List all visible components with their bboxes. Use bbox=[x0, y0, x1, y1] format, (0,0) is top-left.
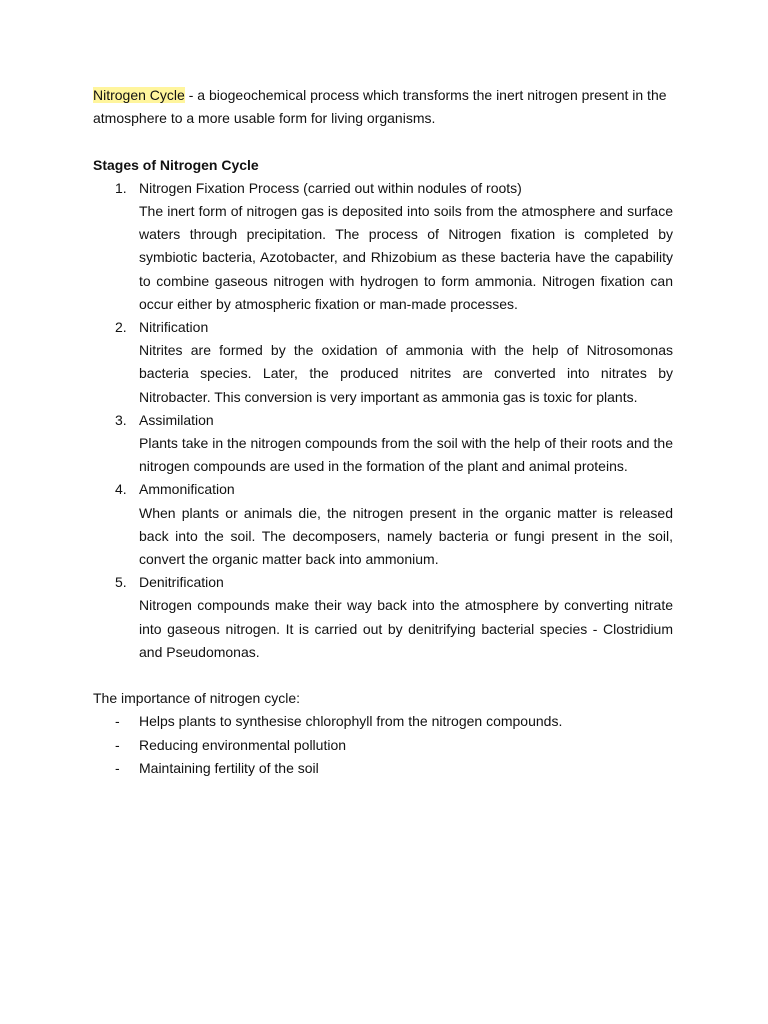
stage-number: 3. bbox=[115, 411, 127, 428]
stages-heading: Stages of Nitrogen Cycle bbox=[93, 156, 259, 173]
dash-bullet: - bbox=[115, 759, 120, 776]
dash-bullet: - bbox=[115, 713, 120, 730]
stage-number: 5. bbox=[115, 574, 127, 591]
importance-text: Helps plants to synthesise chlorophyll from the nitrogen compounds. bbox=[139, 713, 563, 730]
importance-text: Reducing environmental pollution bbox=[139, 736, 347, 753]
dash-bullet: - bbox=[115, 736, 120, 753]
stage-description: The inert form of nitrogen gas is deposited into soils from the atmosphere and surface waters through precipitation. The process of Nitrogen fixation is completed by symbiotic bacteria, Azotobacter, and Rhizobium as these bacteria have the capability to combine gaseous nitrogen with hydrogen to form ammonia. Nitrogen fixation can occur either by atmospheric fixation or man-made processes. bbox=[139, 203, 673, 312]
stage-description: Nitrogen compounds make their way back into the atmosphere by converting nitrate into gaseous nitrogen. It is carried out by denitrifying bacterial species - Clostridium and Pseudomonas. bbox=[139, 597, 673, 660]
stage-item bbox=[93, 571, 673, 664]
stage-title: Denitrification bbox=[139, 574, 224, 591]
importance-heading: The importance of nitrogen cycle: bbox=[93, 690, 300, 707]
stage-title: Nitrogen Fixation Process (carried out within nodules of roots) bbox=[139, 179, 522, 196]
importance-text: Maintaining fertility of the soil bbox=[139, 759, 319, 776]
stage-item bbox=[93, 316, 673, 409]
stage-number: 4. bbox=[115, 481, 127, 498]
stage-title: Nitrification bbox=[139, 319, 209, 336]
blank-line bbox=[93, 130, 673, 153]
importance-item bbox=[93, 710, 673, 733]
importance-item bbox=[93, 757, 673, 780]
stage-item bbox=[93, 409, 673, 479]
document-page bbox=[93, 84, 673, 780]
stage-title: Assimilation bbox=[139, 411, 214, 428]
blank-line bbox=[93, 664, 673, 687]
importance-item bbox=[93, 734, 673, 757]
intro-definition: - a biogeochemical process which transforms the inert nitrogen present in the atmosphere to a more usable form for living organisms. bbox=[93, 87, 667, 127]
highlighted-term: Nitrogen Cycle bbox=[93, 87, 185, 103]
stage-title: Ammonification bbox=[139, 481, 235, 498]
stage-description: Nitrites are formed by the oxidation of ammonia with the help of Nitrosomonas bacteria species. Later, the produced nitrites are converted into nitrates by Nitrobacter. This conversion is very important as ammonia gas is toxic for plants. bbox=[139, 342, 673, 405]
stage-description: Plants take in the nitrogen compounds from the soil with the help of their roots and the nitrogen compounds are used in the formation of the plant and animal proteins. bbox=[139, 435, 673, 475]
stage-number: 1. bbox=[115, 179, 127, 196]
stage-number: 2. bbox=[115, 319, 127, 336]
stage-item bbox=[93, 177, 673, 316]
stage-description: When plants or animals die, the nitrogen present in the organic matter is released back into the soil. The decomposers, namely bacteria or fungi present in the soil, convert the organic matter back into ammonium. bbox=[139, 504, 673, 568]
stage-item bbox=[93, 478, 673, 571]
intro-paragraph bbox=[93, 84, 673, 130]
